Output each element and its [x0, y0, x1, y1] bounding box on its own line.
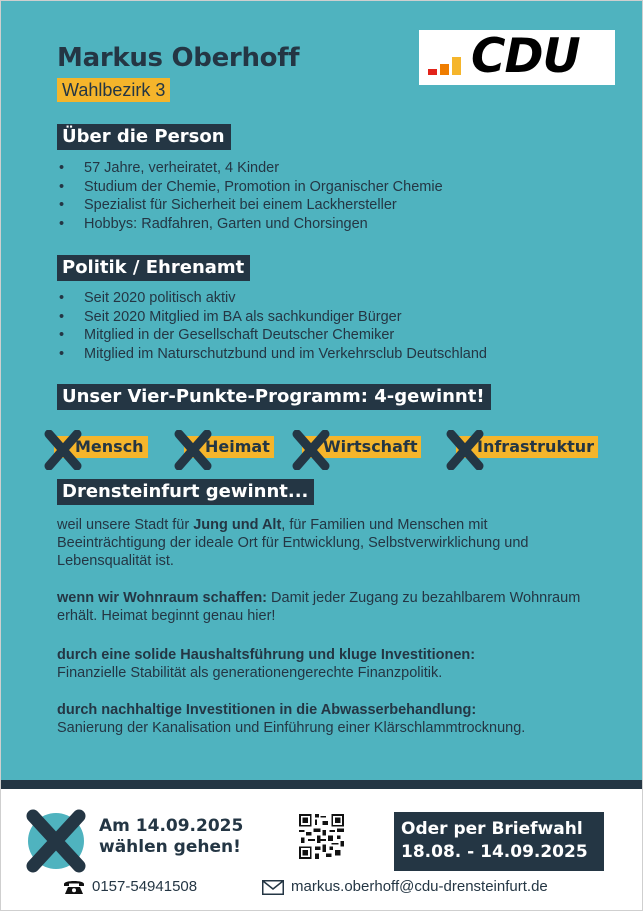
logo-bar-yellow	[452, 57, 461, 75]
point-label: Heimat	[184, 436, 274, 458]
candidate-name: Markus Oberhoff	[57, 43, 300, 73]
politics-list	[57, 289, 487, 363]
qr-code-icon[interactable]	[299, 814, 344, 859]
paragraph-bold: durch nachhaltige Investitionen in die Abwasserbehandlung:	[57, 702, 477, 718]
phone-contact[interactable]	[63, 877, 197, 897]
postal-vote-dates: 18.08. - 14.09.2025	[401, 842, 588, 862]
about-list	[57, 159, 443, 233]
logo-text: CDU	[471, 29, 580, 84]
politics-heading: Politik / Ehrenamt	[57, 255, 250, 281]
email-contact[interactable]	[262, 877, 548, 897]
paragraph-text: Finanzielle Stabilität als generationengerechte Finanzpolitik.	[57, 665, 443, 681]
wins-paragraph-4	[57, 701, 597, 737]
vote-date: Am 14.09.2025	[99, 816, 244, 836]
district-badge: Wahlbezirk 3	[57, 78, 170, 102]
paragraph-text: , für Familien und Menschen mit Beeinträchtigung der ideale Ort für Entwicklung, Selbstverwirklichung und Lebensqualität ist.	[57, 517, 529, 569]
list-item: • 57 Jahre, verheiratet, 4 Kinder	[57, 159, 443, 178]
telephone-icon	[63, 879, 85, 895]
list-item: • Seit 2020 Mitglied im BA als sachkundiger Bürger	[57, 308, 487, 327]
list-item: • Hobbys: Radfahren, Garten und Chorsingen	[57, 215, 443, 234]
envelope-icon	[262, 880, 284, 895]
footer	[1, 789, 642, 910]
ballot-cross-icon	[23, 808, 89, 874]
list-item: • Studium der Chemie, Promotion in Organischer Chemie	[57, 178, 443, 197]
logo-bar-red	[428, 69, 437, 75]
list-item: • Mitglied im Naturschutzbund und im Verkehrsclub Deutschland	[57, 345, 487, 364]
paragraph-text: Sanierung der Kanalisation und Einführung einer Klärschlammtrocknung.	[57, 720, 526, 736]
cdu-logo	[419, 30, 615, 85]
about-heading: Über die Person	[57, 124, 231, 150]
point-label: Mensch	[54, 436, 148, 458]
wins-paragraph-1	[57, 516, 597, 570]
phone-number: 0157-54941508	[92, 878, 198, 895]
wins-paragraph-2	[57, 589, 597, 625]
vote-callout	[99, 816, 243, 858]
cross-icon	[445, 430, 485, 470]
point-label: Infrastruktur	[456, 436, 598, 458]
logo-bar-orange	[440, 64, 449, 75]
postal-vote-box	[394, 812, 604, 871]
wins-heading: Drensteinfurt gewinnt...	[57, 479, 314, 505]
cross-icon	[291, 430, 331, 470]
program-heading: Unser Vier-Punkte-Programm: 4-gewinnt!	[57, 384, 491, 410]
list-item: • Seit 2020 politisch aktiv	[57, 289, 487, 308]
wins-paragraph-3	[57, 646, 597, 682]
footer-divider	[1, 780, 642, 789]
cross-icon	[43, 430, 83, 470]
email-address: markus.oberhoff@cdu-drensteinfurt.de	[291, 878, 548, 895]
list-item: • Mitglied in der Gesellschaft Deutscher Chemiker	[57, 326, 487, 345]
paragraph-bold: wenn wir Wohnraum schaffen:	[57, 590, 268, 606]
cross-icon	[173, 430, 213, 470]
paragraph-bold: durch eine solide Haushaltsführung und kluge Investitionen:	[57, 647, 476, 663]
paragraph-text: weil unsere Stadt für	[57, 517, 194, 533]
paragraph-text: Damit jeder Zugang zu bezahlbarem Wohnraum erhält. Heimat beginnt genau hier!	[57, 590, 581, 624]
postal-vote-title: Oder per Briefwahl	[401, 819, 583, 839]
point-label: Wirtschaft	[302, 436, 421, 458]
program-points	[43, 425, 613, 463]
vote-slogan: wählen gehen!	[99, 837, 241, 857]
list-item: • Spezialist für Sicherheit bei einem Lackhersteller	[57, 196, 443, 215]
paragraph-bold: Jung und Alt	[193, 517, 282, 533]
